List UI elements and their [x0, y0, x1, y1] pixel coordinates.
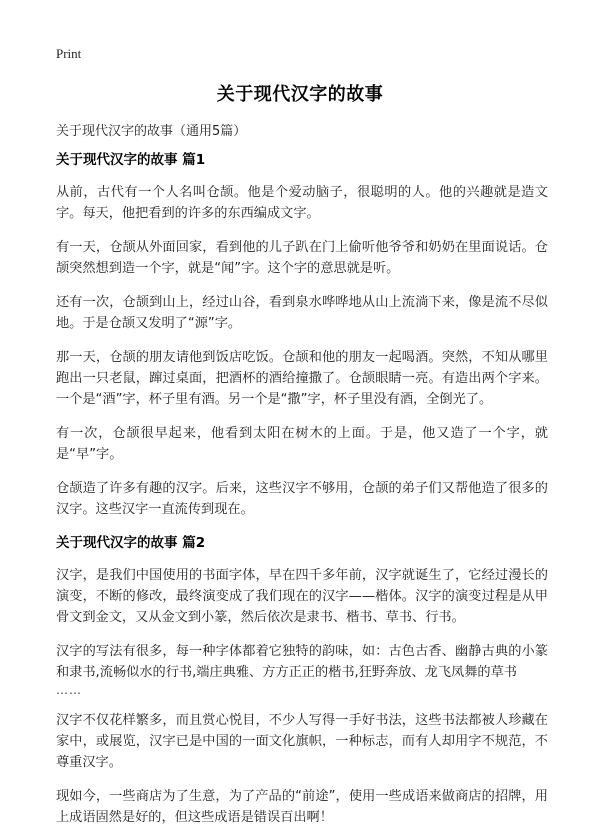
paragraph: 有一天，仓颉从外面回家，看到他的儿子趴在门上偷听他爷爷和奶奶在里面说话。仓颉突然想到造一个字，就是“闻”字。这个字的意思就是听。 [56, 240, 548, 276]
paragraph: 汉字，是我们中国使用的书面字体，早在四千多年前，汉字就诞生了，它经过漫长的演变，不断的修改，最终演变成了我们现在的汉字——楷体。汉字的演变过程是从甲骨文到金文，又从金文到小篆，然后依次是隶书、楷书、草书、行书。 [56, 568, 548, 625]
paragraph: 现如今，一些商店为了生意，为了产品的“前途”，使用一些成语来做商店的招牌，用上成语固然是好的，但这些成语是错误百出啊！ [56, 789, 548, 825]
page-subtitle: 关于现代汉字的故事（通用5篇） [56, 124, 247, 139]
paragraph: 那一天，仓颉的朋友请他到饭店吃饭。仓颉和他的朋友一起喝酒。突然，不知从哪里跑出一只老鼠，蹿过桌面，把酒杯的酒给撞撒了。仓颉眼睛一亮。有造出两个字来。一个是“酒”字，杯子里有酒。另一个是“撒”字，杯子里没有酒，全倒光了。 [56, 350, 548, 407]
ellipsis-line: …… [56, 683, 82, 697]
section-1-heading: 关于现代汉字的故事 篇1 [56, 152, 206, 168]
paragraph: 有一次，仓颉很早起来，他看到太阳在树木的上面。于是，他又造了一个字，就是“早”字。 [56, 426, 548, 462]
page-title: 关于现代汉字的故事 [216, 84, 384, 105]
section-2-heading: 关于现代汉字的故事 篇2 [56, 535, 206, 551]
paragraph: 汉字的写法有很多，每一种字体都着它独特的韵味，如：古色古香、幽静古典的小篆和隶书,流畅似水的行书,端庄典雅、方方正正的楷书,狂野奔放、龙飞凤舞的草书 [56, 644, 548, 680]
print-link[interactable]: Print [56, 46, 82, 61]
paragraph: 从前，古代有一个人名叫仓颉。他是个爱动脑子，很聪明的人。他的兴趣就是造文字。每天，他把看到的许多的东西编成文字。 [56, 185, 548, 221]
paragraph: 汉字不仅花样繁多，而且赏心悦目，不少人写得一手好书法，这些书法都被人珍藏在家中，或展览，汉字已是中国的一面文化旗帜，一种标志，而有人却用字不规范，不尊重汉字。 [56, 713, 548, 770]
article-content [56, 150, 548, 828]
paragraph: 还有一次，仓颉到山上，经过山谷，看到泉水哗哗地从山上流淌下来，像是流不尽似地。于是仓颉又发明了“源”字。 [56, 295, 548, 331]
paragraph: 仓颉造了许多有趣的汉字。后来，这些汉字不够用，仓颉的弟子们又帮他造了很多的汉字。这些汉字一直流传到现在。 [56, 481, 548, 517]
